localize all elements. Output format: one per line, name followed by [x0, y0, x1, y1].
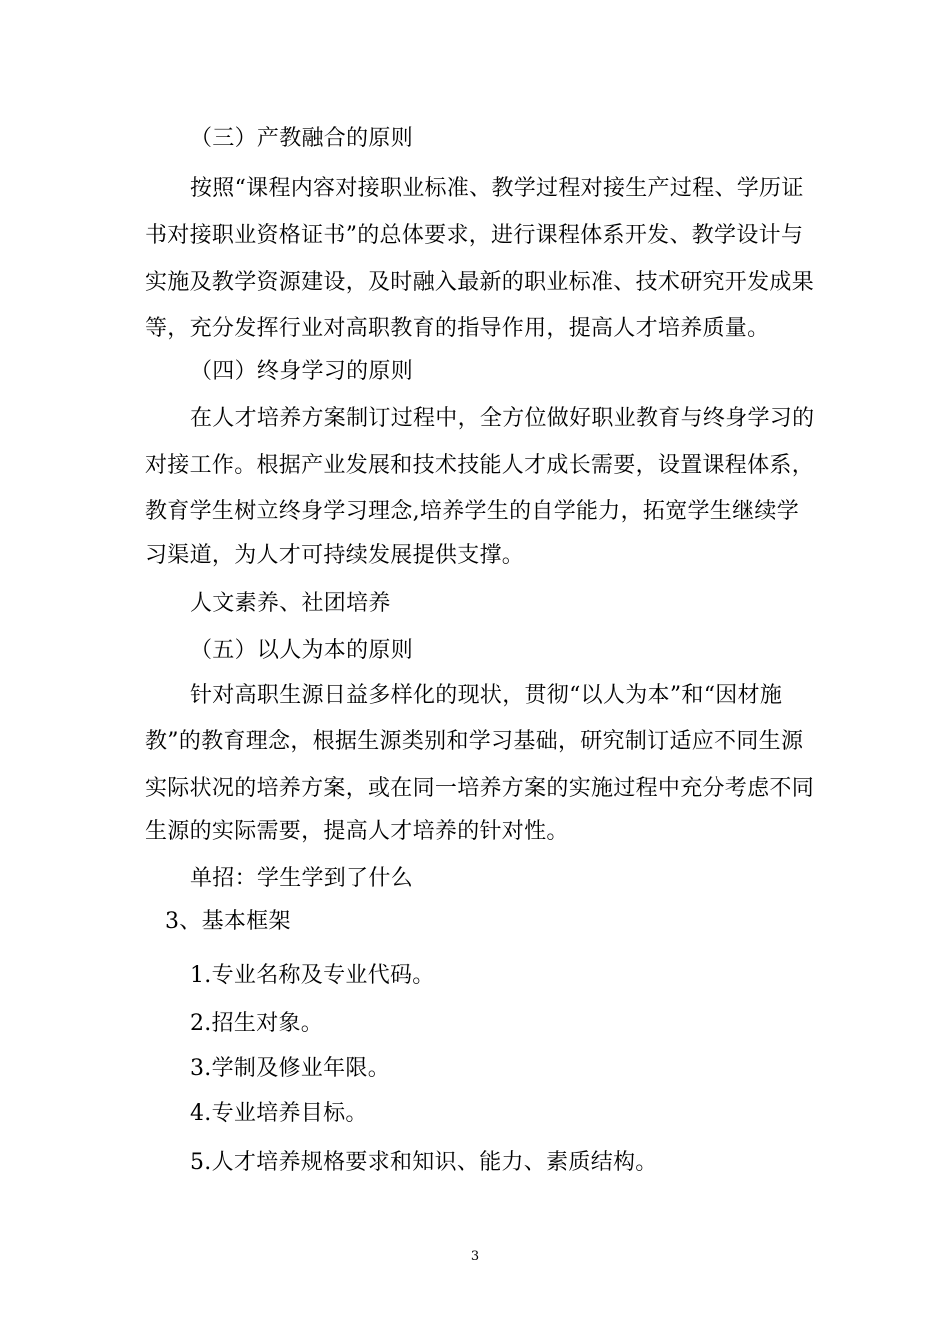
list-item: 3.学制及修业年限。	[190, 1056, 390, 1081]
paragraph-line: 在人才培养方案制订过程中，全方位做好职业教育与终身学习的	[190, 406, 815, 431]
list-item: 2.招生对象。	[190, 1011, 324, 1036]
paragraph-line: 实际状况的培养方案，或在同一培养方案的实施过程中充分考虑不同	[145, 776, 815, 801]
paragraph-line: 对接工作。根据产业发展和技术技能人才成长需要，设置课程体系，	[145, 453, 815, 478]
section-title-basic-framework: 3、基本框架	[165, 909, 291, 934]
paragraph-line: 习渠道，为人才可持续发展提供支撑。	[145, 543, 525, 568]
section-heading-3: （三）产教融合的原则	[190, 126, 414, 151]
paragraph-line: 等，充分发挥行业对高职教育的指导作用，提高人才培养质量。	[145, 316, 770, 341]
paragraph-line: 书对接职业资格证书”的总体要求，进行课程体系开发、教学设计与	[145, 223, 804, 248]
section-heading-4: （四）终身学习的原则	[190, 359, 414, 384]
section-heading-5: （五）以人为本的原则	[190, 638, 414, 663]
note-line: 单招：学生学到了什么	[190, 866, 414, 891]
paragraph-line: 针对高职生源日益多样化的现状，贯彻“以人为本”和“因材施	[190, 683, 783, 708]
list-item: 4.专业培养目标。	[190, 1101, 368, 1126]
page-number: 3	[470, 1249, 480, 1264]
list-item: 5.人才培养规格要求和知识、能力、素质结构。	[190, 1150, 658, 1175]
paragraph-line: 教育学生树立终身学习理念,培养学生的自学能力，拓宽学生继续学	[145, 499, 799, 524]
note-line: 人文素养、社团培养	[190, 591, 391, 616]
paragraph-line: 按照“课程内容对接职业标准、教学过程对接生产过程、学历证	[190, 176, 804, 201]
paragraph-line: 实施及教学资源建设，及时融入最新的职业标准、技术研究开发成果	[145, 270, 815, 295]
paragraph-line: 生源的实际需要，提高人才培养的针对性。	[145, 819, 569, 844]
list-item: 1.专业名称及专业代码。	[190, 963, 435, 988]
paragraph-line: 教”的教育理念，根据生源类别和学习基础，研究制订适应不同生源	[145, 729, 804, 754]
